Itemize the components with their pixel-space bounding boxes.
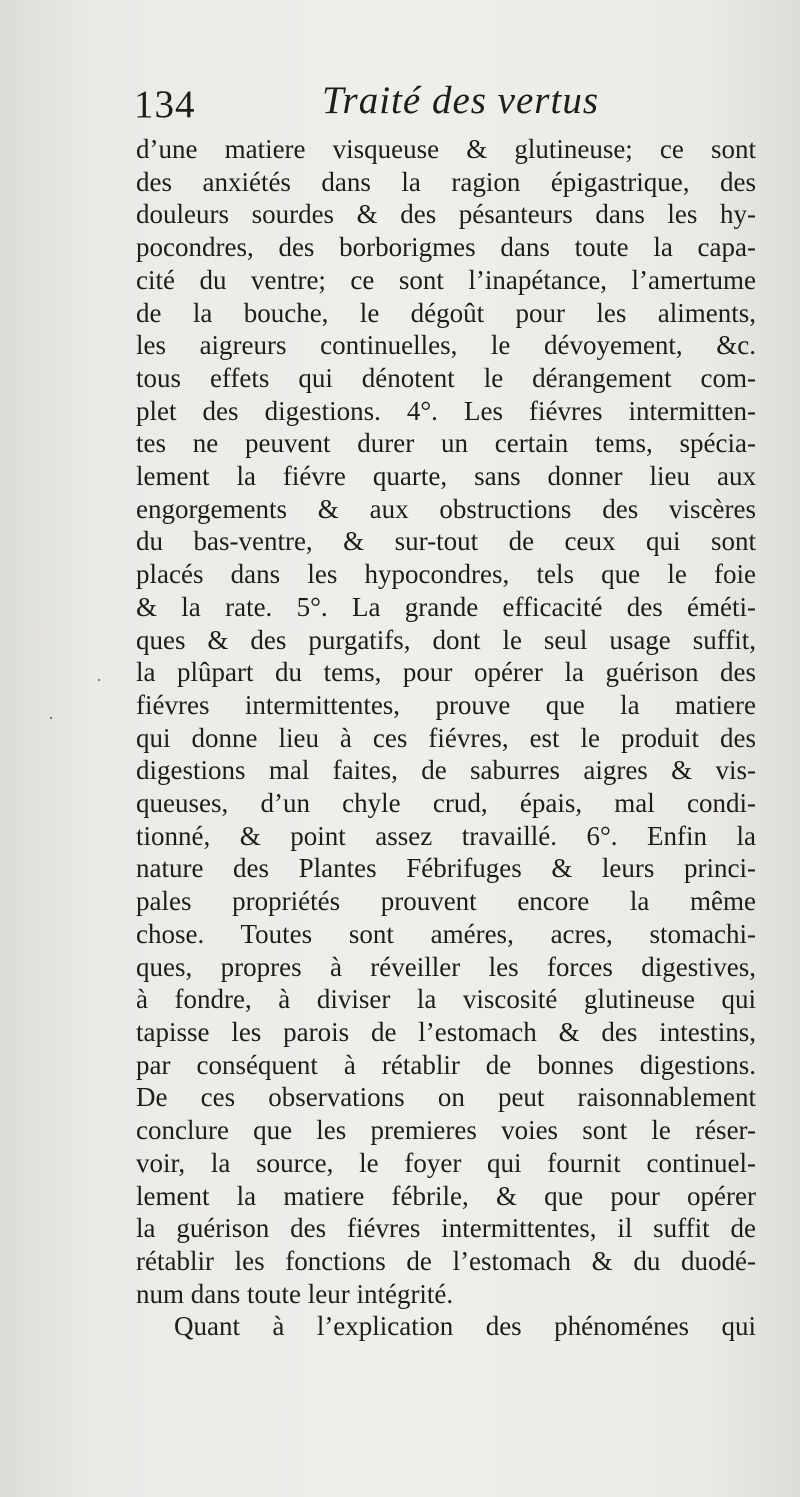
text-line: la guérison des fiévres intermittentes, il suffit de (136, 1213, 756, 1244)
text-line: ques, propres à réveiller les forces digestives, (136, 951, 756, 982)
text-line: qui donne lieu à ces fiévres, est le produit des (136, 722, 756, 753)
text-line: lement la fiévre quarte, sans donner lieu aux (136, 461, 756, 492)
text-line: lement la matiere fébrile, & que pour opérer (136, 1180, 756, 1211)
text-line: fiévres intermittentes, prouve que la matiere (136, 689, 756, 720)
margin-speck: · (96, 670, 102, 690)
text-line: douleurs sourdes & des pésanteurs dans les hy- (136, 199, 756, 230)
text-line: à fondre, à diviser la viscosité glutineuse qui (136, 984, 756, 1015)
text-line: par conséquent à rétablir de bonnes digestions. (136, 1049, 756, 1080)
text-line: queuses, d’un chyle crud, épais, mal condi- (136, 788, 756, 819)
text-line: d’une matiere visqueuse & glutineuse; ce sont (136, 134, 756, 164)
text-line: & la rate. 5°. La grande efficacité des éméti- (136, 591, 756, 622)
text-line: tous effets qui dénotent le dérangement com- (136, 362, 756, 393)
page-number: 134 (134, 83, 196, 126)
text-line: nature des Plantes Fébrifuges & leurs princi- (136, 853, 756, 884)
text-line: num dans toute leur intégrité. (136, 1278, 454, 1309)
text-line: cité du ventre; ce sont l’inapétance, l’amertume (136, 264, 756, 295)
text-line: placés dans les hypocondres, tels que le foie (136, 559, 756, 590)
body-text (136, 133, 756, 1343)
text-line: tes ne peuvent durer un certain tems, spécia- (136, 428, 756, 459)
text-line: ques & des purgatifs, dont le seul usage suffit, (136, 624, 756, 655)
text-line: tapisse les parois de l’estomach & des intestins, (136, 1016, 756, 1047)
margin-speck: · (48, 708, 54, 728)
text-line: engorgements & aux obstructions des viscères (136, 493, 756, 524)
text-line: rétablir les fonctions de l’estomach & du duodé- (136, 1245, 756, 1276)
text-line: la plûpart du tems, pour opérer la guérison des (136, 657, 756, 688)
text-line: plet des digestions. 4°. Les fiévres intermitten- (136, 395, 756, 426)
text-line: tionné, & point assez travaillé. 6°. Enfin la (136, 820, 756, 851)
text-line: De ces observations on peut raisonnablement (136, 1082, 756, 1113)
text-line: de la bouche, le dégoût pour les aliments, (136, 297, 756, 328)
text-line: pocondres, des borborigmes dans toute la capa- (136, 232, 756, 263)
text-line: du bas-ventre, & sur-tout de ceux qui sont (136, 526, 756, 557)
text-line: des anxiétés dans la ragion épigastrique, des (136, 166, 756, 197)
page-header (134, 78, 754, 128)
text-line: digestions mal faites, de saburres aigres & vis- (136, 755, 756, 786)
running-title: Traité des vertus (322, 79, 599, 122)
text-line: Quant à l’explication des phénoménes qui (174, 1311, 756, 1342)
text-line: chose. Toutes sont améres, acres, stomachi- (136, 918, 756, 949)
text-line: conclure que les premieres voies sont le réser- (136, 1115, 756, 1146)
text-line: voir, la source, le foyer qui fournit continuel- (136, 1147, 756, 1178)
text-line: pales propriétés prouvent encore la même (136, 886, 756, 917)
text-line: les aigreurs continuelles, le dévoyement, &c. (136, 330, 756, 361)
